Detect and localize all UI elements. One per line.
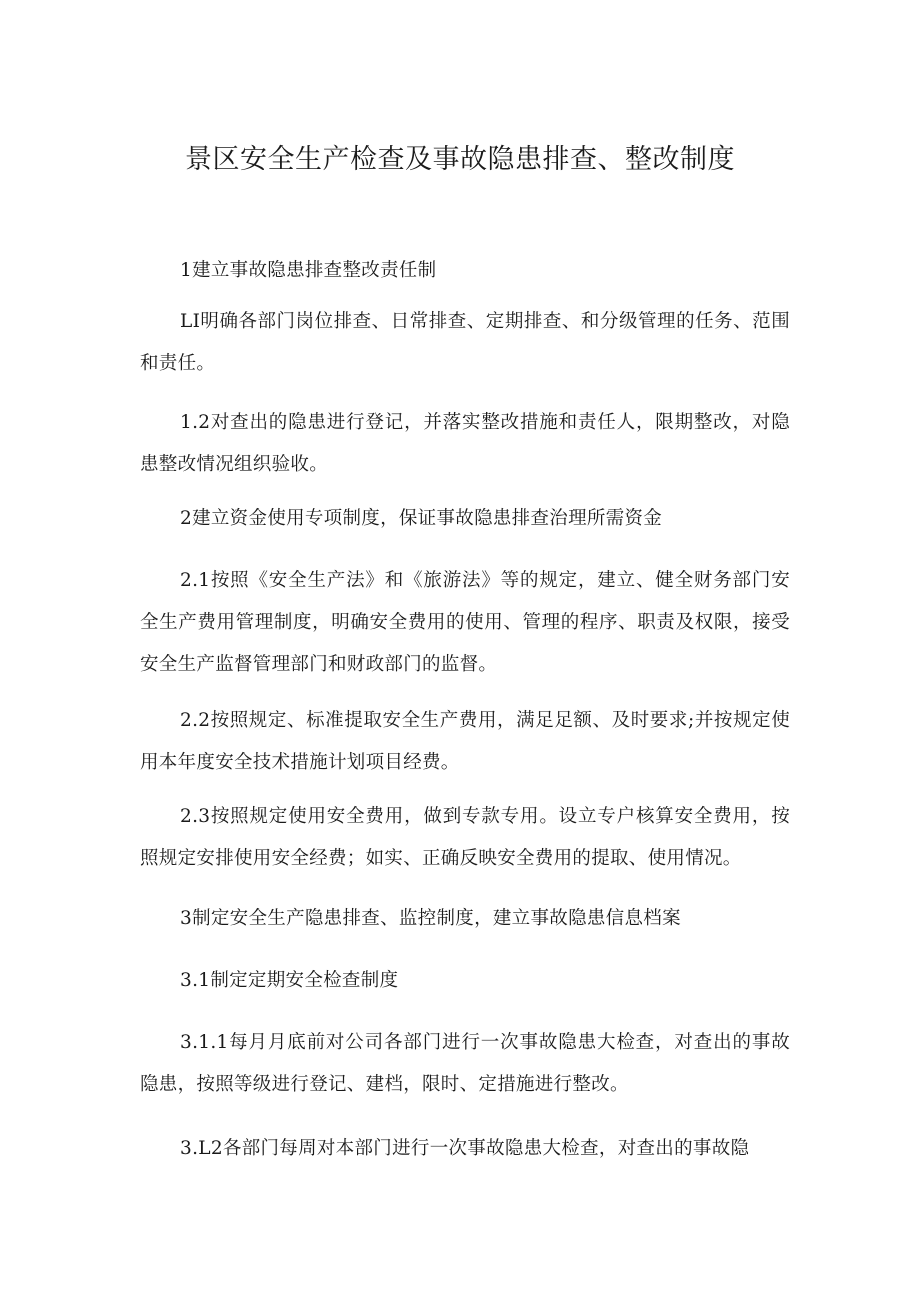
paragraph: 1.2对查出的隐患进行登记，并落实整改措施和责任人，限期整改，对隐患整改情况组织验收。 xyxy=(140,412,790,475)
paragraph: 3.1.1每月月底前对公司各部门进行一次事故隐患大检查，对查出的事故隐患，按照等级进行登记、建档，限时、定措施进行整改。 xyxy=(140,1032,790,1095)
paragraph: LI明确各部门岗位排查、日常排查、定期排查、和分级管理的任务、范围和责任。 xyxy=(140,311,790,374)
paragraph: 1建立事故隐患排查整改责任制 xyxy=(180,260,437,281)
paragraph: 2.1按照《安全生产法》和《旅游法》等的规定，建立、健全财务部门安全生产费用管理制度，明确安全费用的使用、管理的程序、职责及权限，接受安全生产监督管理部门和财政部门的监督。 xyxy=(140,570,790,675)
paragraph: 3.1制定定期安全检查制度 xyxy=(180,970,399,991)
paragraph: 2.3按照规定使用安全费用，做到专款专用。设立专户核算安全费用，按照规定安排使用安全经费；如实、正确反映安全费用的提取、使用情况。 xyxy=(140,806,790,869)
document-title: 景区安全生产检查及事故隐患排查、整改制度 xyxy=(185,144,735,175)
paragraph: 2建立资金使用专项制度，保证事故隐患排查治理所需资金 xyxy=(180,508,663,529)
paragraph: 2.2按照规定、标准提取安全生产费用，满足足额、及时要求;并按规定使用本年度安全技术措施计划项目经费。 xyxy=(140,710,790,773)
paragraph: 3.L2各部门每周对本部门进行一次事故隐患大检查，对查出的事故隐 xyxy=(180,1138,750,1159)
paragraph: 3制定安全生产隐患排查、监控制度，建立事故隐患信息档案 xyxy=(180,908,681,929)
